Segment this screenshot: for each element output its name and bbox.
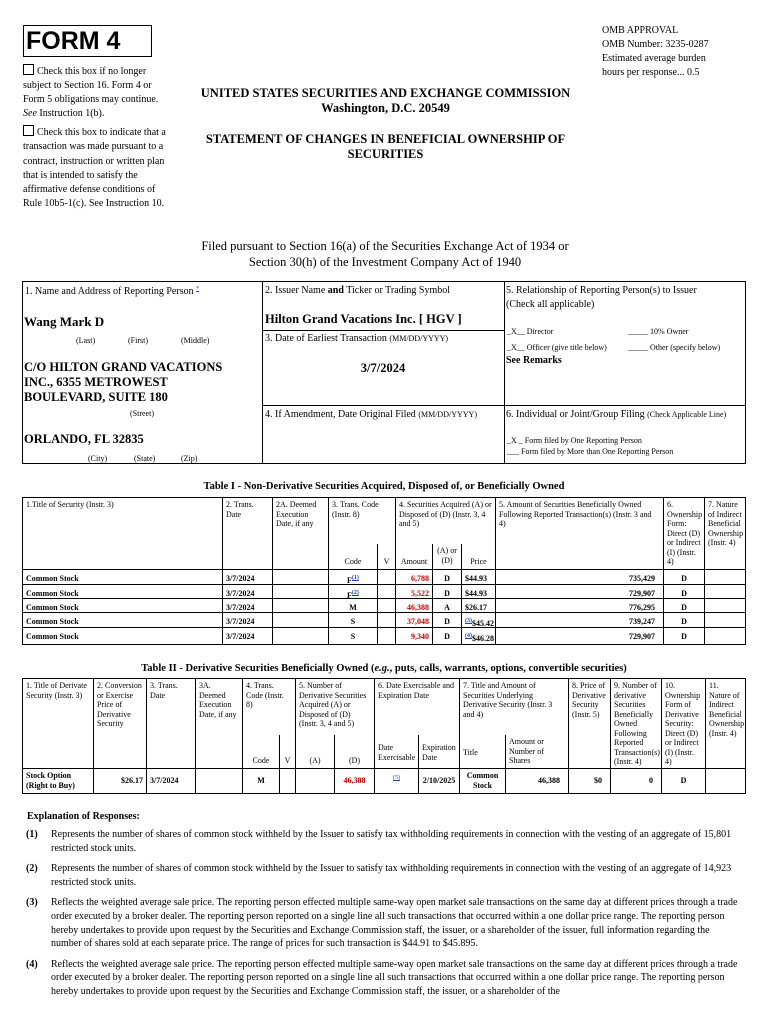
t1-row-form: D: [663, 598, 705, 613]
reporting-person-name: Wang Mark D: [24, 314, 105, 329]
label-zip: (Zip): [181, 454, 198, 463]
relationship-director[interactable]: _X__ Director: [507, 327, 554, 336]
box5-label: 5. Relationship of Reporting Person(s) to Issuer (Check all applicable): [506, 285, 697, 310]
t2-h-date: 3. Trans. Date: [146, 678, 196, 769]
t1-row-date: 3/7/2024: [222, 612, 273, 628]
t2-row-code: M: [242, 768, 280, 794]
t1-row-date: 3/7/2024: [222, 627, 273, 645]
t1-row-blank4: [377, 627, 396, 645]
explanation-text: Reflects the weighted average sale price. The reporting person effected multiple same-way open market sale transactions on the same day at different prices through a trade order executed by a broker dealer. The reporting person reported on a single line all such transactions that occurred within a one dollar price range. The reporting person hereby undertakes to provide upon request by the Securities and Exchange Commission staff, the issuer, or a shareholder of the issuer, full information regarding the number of shares sold at each separate price. The range of prices for such transaction is $44.91 to $45.895.: [51, 897, 738, 950]
label-city: (City): [88, 454, 108, 463]
t2-h-conv: 2. Conversion or Exercise Price of Derivative Security: [93, 678, 147, 769]
reporting-city-state: ORLANDO, FL 32835: [24, 432, 144, 446]
t1-row-ad: D: [432, 569, 462, 585]
t1-row-blank10: [704, 627, 746, 645]
t1-row-ad: A: [432, 598, 462, 613]
t2-h-title: 1. Title of Derivate Security (Instr. 3): [22, 678, 94, 769]
t1-row-form: D: [663, 627, 705, 645]
statement-heading: STATEMENT OF CHANGES IN BENEFICIAL OWNERSHIP OF SECURITIES: [205, 132, 566, 161]
relationship-officer[interactable]: _X__ Officer (give title below): [507, 343, 607, 352]
t2-h-price: 8. Price of Derivative Security (Instr. 5): [568, 678, 611, 769]
explanation-item: [22, 828, 742, 855]
t2-h-code: 4. Trans. Code (Instr. 8): [242, 678, 296, 736]
box6-label: 6. Individual or Joint/Group Filing (Check Applicable Line): [506, 409, 727, 420]
relationship-other[interactable]: _____ Other (specify below): [628, 343, 721, 352]
explanation-item: [22, 958, 742, 999]
t1-row-amount: 6,788: [395, 569, 433, 585]
box2-label: 2. Issuer Name and Ticker or Trading Symbol: [265, 285, 451, 296]
t1-h-date: 2. Trans. Date: [222, 497, 273, 570]
t1-h-owned: 5. Amount of Securities Beneficially Owned Following Reported Transaction(s) (Instr. 3 and 4): [495, 497, 664, 570]
t1-row-title: Common Stock: [22, 584, 223, 599]
t2-h-nature: 11. Nature of Indirect Beneficial Ownership (Instr. 4): [705, 678, 746, 769]
explanation-number: (2): [26, 863, 38, 875]
t1-sub-amount: Amount: [395, 544, 433, 570]
t1-row-owned: 739,247: [495, 612, 664, 628]
box1-label: 1. Name and Address of Reporting Person *: [25, 286, 200, 297]
t2-sub-title: Title: [459, 735, 506, 769]
relationship-ten-pct-owner[interactable]: _____ 10% Owner: [628, 327, 689, 336]
t2-sub-v: V: [279, 735, 296, 769]
table1-title: Table I - Non-Derivative Securities Acquired, Disposed of, or Beneficially Owned: [203, 481, 565, 492]
label-street: (Street): [130, 409, 154, 418]
box4-label: 4. If Amendment, Date Original Filed (MM/DD/YYYY): [265, 409, 477, 420]
t2-row-v: [279, 768, 296, 794]
t1-row-blank2: [272, 627, 329, 645]
t2-row-a: [295, 768, 335, 794]
t2-sub-code: Code: [242, 735, 280, 769]
t1-row-ad: D: [432, 612, 462, 628]
box1-footnote-link[interactable]: *: [196, 286, 200, 292]
t1-sub-v: V: [377, 544, 396, 570]
t1-row-blank10: [704, 612, 746, 628]
t1-h-deemed: 2A. Deemed Execution Date, if any: [272, 497, 329, 570]
t1-row-title: Common Stock: [22, 612, 223, 628]
checkbox-no-longer-subject-box[interactable]: [23, 64, 34, 75]
explanations-list: [22, 828, 742, 1006]
t1-row-blank4: [377, 569, 396, 585]
t2-row-price: $26.17: [93, 768, 147, 794]
t2-h-owned: 9. Number of derivative Securities Beneficially Owned Following Reported Transaction(s) (Instr. 4): [610, 678, 662, 769]
t1-row-title: Common Stock: [22, 569, 223, 585]
t1-row-amount: 5,522: [395, 584, 433, 599]
explanation-text: Represents the number of shares of common stock withheld by the Issuer to satisfy tax withholding requirements in connection with the vesting of an aggregate of 14,923 restricted stock units.: [51, 863, 732, 888]
box3-label: 3. Date of Earliest Transaction (MM/DD/YYYY): [265, 333, 449, 344]
table2-title: Table II - Derivative Securities Beneficially Owned (e.g., puts, calls, warrants, options, convertible securities): [141, 663, 627, 674]
t1-row-price: $26.17: [461, 598, 496, 613]
t2-row-owned: 0: [610, 768, 662, 794]
t1-h-acquired: 4. Securities Acquired (A) or Disposed of (D) (Instr. 3, 4 and 5): [395, 497, 496, 545]
t2-row-utitle: Common Stock: [459, 768, 506, 794]
t1-sub-price: Price: [461, 544, 496, 570]
t2-row-nature: [705, 768, 746, 794]
t1-row-date: 3/7/2024: [222, 598, 273, 613]
t1-h-title: 1.Title of Security (Instr. 3): [22, 497, 223, 570]
t2-sub-exp: Expiration Date: [418, 735, 460, 769]
t1-row-price: $^{(3)}$\$45.42: [461, 612, 496, 628]
t2-row-title: Stock Option (Right to Buy): [22, 768, 94, 794]
t1-row-amount: 37,048: [395, 612, 433, 628]
t1-row-blank2: [272, 598, 329, 613]
explanation-number: (4): [26, 958, 38, 970]
t2-row-date: 3/7/2024: [146, 768, 196, 794]
table2: [22, 678, 746, 794]
t1-row-code: $F^{(1)}$: [328, 569, 378, 585]
t1-row-blank2: [272, 569, 329, 585]
t1-row-ad: D: [432, 584, 462, 599]
t1-row-footnote-link[interactable]: (3): [465, 618, 472, 624]
filed-by-one[interactable]: _X _ Form filed by One Reporting Person: [507, 436, 642, 445]
t1-row-amount: 46,388: [395, 598, 433, 613]
t2-row-uamount: 46,388: [505, 768, 569, 794]
t1-row-footnote-link[interactable]: (1): [351, 575, 359, 581]
t2-sub-amount: Amount or Number of Shares: [505, 735, 569, 769]
reporting-address: C/O HILTON GRAND VACATIONS INC., 6355 METROWEST BOULEVARD, SUITE 180: [24, 360, 223, 404]
explanation-text: Reflects the weighted average sale price. The reporting person effected multiple same-way open market sale transactions on the same day at different prices through a trade order executed by a broker dealer. The reporting person reported on a single line all such transactions that occurred within a one dollar price range. The reporting person hereby undertakes to provide upon request by the Securities and Exchange Commission staff, the issuer, or a shareholder of the: [51, 958, 738, 997]
t1-row-price: $44.93: [461, 569, 496, 585]
t1-row-blank4: [377, 598, 396, 613]
form-title-box: [23, 25, 152, 57]
t1-row-blank10: [704, 598, 746, 613]
t2-h-exercisable: 6. Date Exercisable and Expiration Date: [374, 678, 460, 736]
t1-row-code: S: [328, 612, 378, 628]
explanation-number: (3): [26, 897, 38, 909]
explanation-number: (1): [26, 829, 38, 840]
t1-row-blank10: [704, 584, 746, 599]
t1-row-code: S: [328, 627, 378, 645]
label-first: (First): [128, 336, 148, 345]
earliest-transaction-date: 3/7/2024: [360, 361, 406, 375]
t1-row-blank2: [272, 584, 329, 599]
filed-pursuant: Filed pursuant to Section 16(a) of the Securities Exchange Act of 1934 or Section 30(h) of the Investment Company Act of 1940: [201, 239, 569, 269]
omb-approval: OMB APPROVAL OMB Number: 3235-0287 Estimated average burden hours per response... 0.5: [602, 25, 709, 78]
t2-row-dprice: $0: [568, 768, 611, 794]
t1-h-nature: 7. Nature of Indirect Beneficial Ownership (Instr. 4): [704, 497, 746, 570]
see-remarks: See Remarks: [506, 355, 562, 366]
t1-row-blank4: [377, 612, 396, 628]
t1-row-form: D: [663, 612, 705, 628]
t2-row-deemed: [195, 768, 243, 794]
t2-row-exer-footnote[interactable]: (5): [393, 775, 400, 781]
label-state: (State): [134, 454, 156, 463]
t1-row-footnote-link[interactable]: (2): [351, 590, 359, 596]
checkbox-10b5-1-box[interactable]: [23, 125, 34, 136]
t1-row-date: 3/7/2024: [222, 584, 273, 599]
explanations-heading: Explanation of Responses:: [27, 811, 140, 822]
t2-h-deemed: 3A. Deemed Execution Date, if any: [195, 678, 243, 769]
t2-h-number: 5. Number of Derivative Securities Acquired (A) or Disposed of (D) (Instr. 3, 4 and 5): [295, 678, 375, 736]
t2-sub-a: (A): [295, 735, 335, 769]
t2-h-form: 10. Ownership Form of Derivative Security: Direct (D) or Indirect (I) (Instr. 4): [661, 678, 706, 769]
label-middle: (Middle): [181, 336, 210, 345]
t1-row-price: $^{(4)}$\$46.28: [461, 627, 496, 645]
t2-h-underlying: 7. Title and Amount of Securities Underlying Derivative Security (Instr. 3 and 4): [459, 678, 569, 736]
t1-sub-ad: (A) or (D): [432, 544, 462, 570]
agency-heading: UNITED STATES SECURITIES AND EXCHANGE COMMISSION Washington, D.C. 20549: [200, 86, 571, 115]
t1-row-footnote-link[interactable]: (4): [465, 633, 472, 639]
t1-h-form: 6. Ownership Form: Direct (D) or Indirect (I) (Instr. 4): [663, 497, 705, 570]
t1-row-title: Common Stock: [22, 598, 223, 613]
t1-row-owned: 776,295: [495, 598, 664, 613]
t1-row-price: $44.93: [461, 584, 496, 599]
t1-row-blank4: [377, 584, 396, 599]
explanation-text: Represents the number of shares of common stock withheld by the Issuer to satisfy tax withholding requirements in connection with the vesting of an aggregate of 15,801 restricted stock units.: [51, 829, 732, 854]
t1-row-title: Common Stock: [22, 627, 223, 645]
explanation-item: [22, 896, 742, 950]
t1-row-date: 3/7/2024: [222, 569, 273, 585]
filed-by-more[interactable]: ___ Form filed by More than One Reporting Person: [507, 447, 674, 456]
t1-row-code: M: [328, 598, 378, 613]
t2-row-exp: 2/10/2025: [418, 768, 460, 794]
t1-sub-code: Code: [328, 544, 378, 570]
table1: [22, 497, 746, 648]
issuer-name: Hilton Grand Vacations Inc. [ HGV ]: [265, 312, 462, 326]
t2-sub-d: (D): [334, 735, 375, 769]
t2-row-exer: [374, 768, 419, 794]
t2-sub-exer: Date Exercisable: [374, 735, 419, 769]
t1-row-form: D: [663, 569, 705, 585]
t1-row-owned: 729,907: [495, 627, 664, 645]
t1-row-ad: D: [432, 627, 462, 645]
t1-h-code: 3. Trans. Code (Instr. 8): [328, 497, 396, 545]
label-last: (Last): [76, 336, 96, 345]
t1-row-amount: 9,340: [395, 627, 433, 645]
t1-row-blank2: [272, 612, 329, 628]
t2-row-d: 46,388: [334, 768, 375, 794]
checkbox-no-longer-subject: Check this box if no longer subject to Section 16. Form 4 or Form 5 obligations may continue. See Instruction 1(b).: [23, 66, 159, 119]
form-title: FORM 4: [26, 27, 121, 55]
checkbox-10b5-1: Check this box to indicate that a transaction was made pursuant to a contract, instruction or written plan that is intended to satisfy the affirmative defense conditions of Rule 10b5-1(c). See Instruction 10.: [23, 127, 166, 210]
t1-row-owned: 735,429: [495, 569, 664, 585]
t1-row-blank10: [704, 569, 746, 585]
t1-row-owned: 729,907: [495, 584, 664, 599]
t2-row-form: D: [661, 768, 706, 794]
t1-row-code: $F^{(2)}$: [328, 584, 378, 599]
t1-row-form: D: [663, 584, 705, 599]
explanation-item: [22, 862, 742, 889]
